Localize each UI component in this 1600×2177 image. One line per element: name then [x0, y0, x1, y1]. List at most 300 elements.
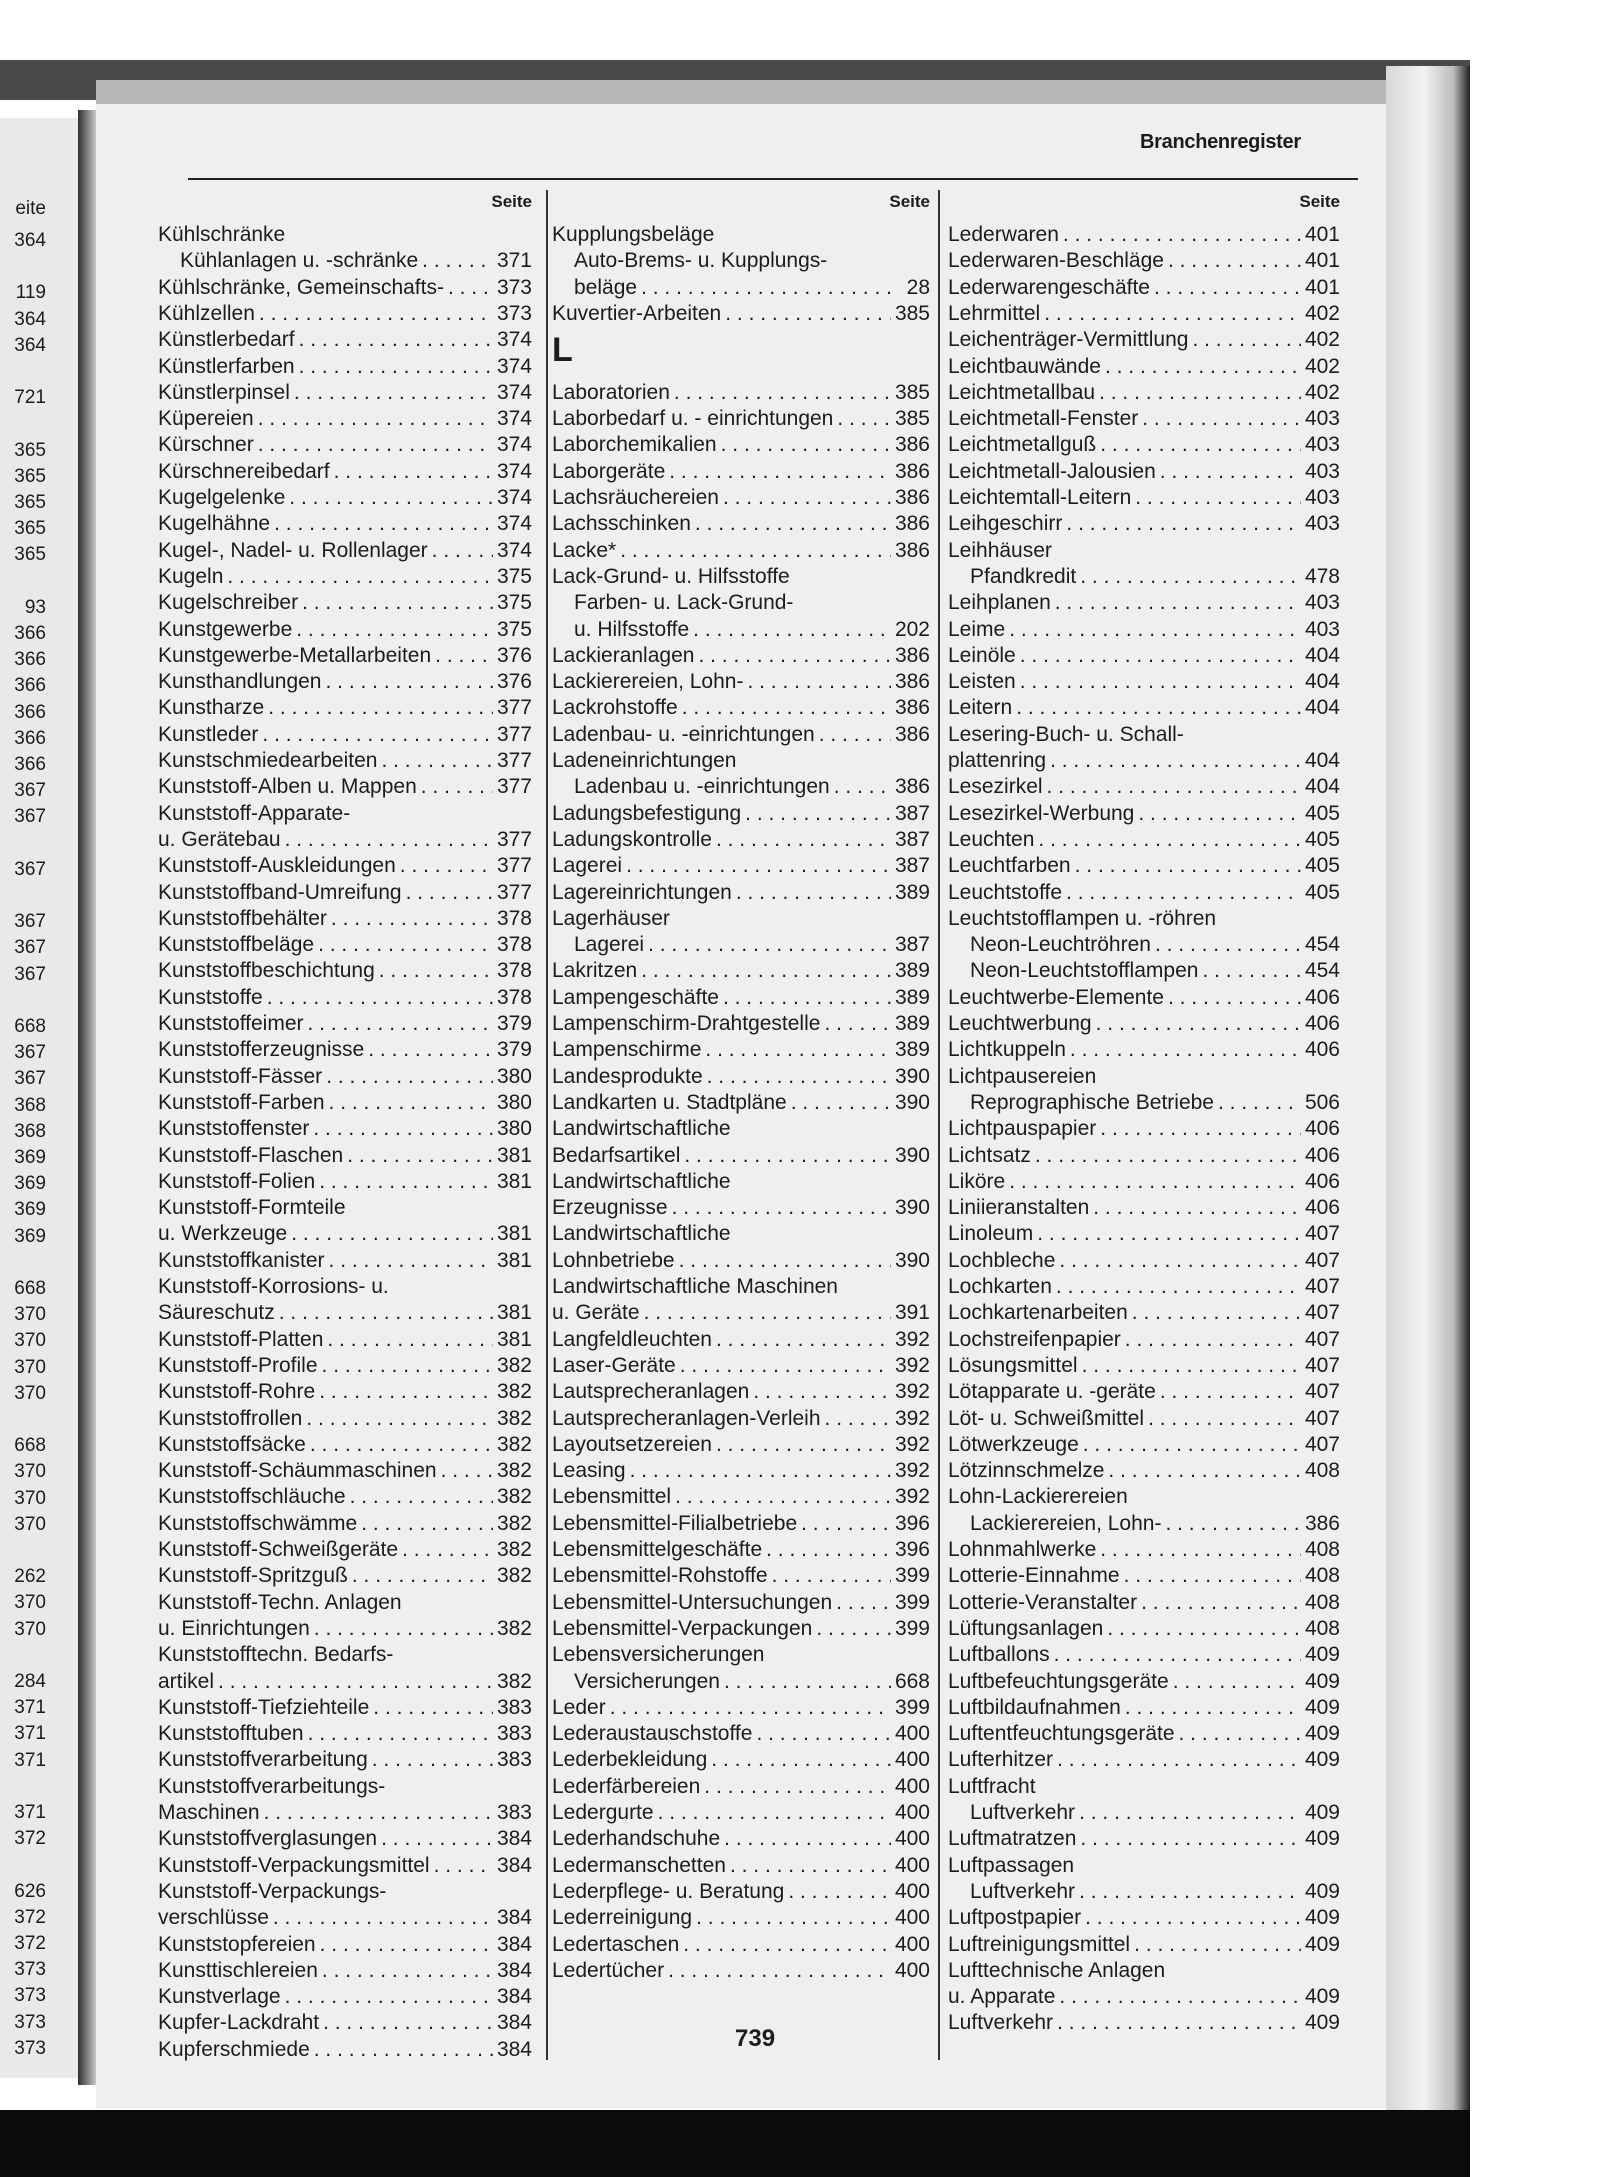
dot-leader [273, 1905, 493, 1931]
index-entry [948, 1011, 1340, 1037]
entry-label: Kunststoff-Rohre [158, 1380, 316, 1404]
entry-label: Kupfer-Lackdraht [158, 2011, 320, 2035]
dot-leader [379, 958, 493, 984]
entry-page: 400 [894, 1774, 930, 1798]
entry-page: 400 [894, 1958, 930, 1982]
dot-leader [1218, 1090, 1301, 1116]
index-entry [552, 1695, 930, 1721]
dot-leader [668, 1958, 891, 1984]
entry-page: 374 [496, 538, 532, 562]
index-entry [552, 301, 930, 327]
dot-leader [402, 1537, 493, 1563]
entry-page: 407 [1304, 1380, 1340, 1404]
facing-page-number: 668 [14, 1016, 46, 1037]
entry-page: 374 [496, 433, 532, 457]
entry-label: Lagerhäuser [552, 906, 670, 930]
index-entry [158, 564, 532, 590]
index-entry [158, 511, 532, 537]
entry-page: 396 [894, 1511, 930, 1535]
entry-label: Luftpassagen [948, 1853, 1075, 1877]
entry-page: 379 [496, 1038, 532, 1062]
entry-label: Layoutsetzereien [552, 1432, 712, 1456]
index-entry [552, 1484, 930, 1510]
dot-leader [693, 617, 891, 643]
facing-page-number: 369 [14, 1225, 46, 1247]
index-entry [552, 880, 930, 906]
entry-label: Kunststoffrollen [158, 1406, 303, 1430]
index-entry [552, 801, 930, 827]
index-entry [158, 1984, 532, 2010]
facing-page-number: 371 [14, 1749, 46, 1771]
dot-leader [294, 380, 493, 406]
index-entry [948, 827, 1340, 853]
facing-page-number: 366 [14, 675, 46, 697]
entry-page: 385 [894, 301, 930, 325]
index-entry [158, 1774, 532, 1800]
index-entry [552, 1090, 930, 1116]
index-entry [158, 1274, 532, 1300]
entry-page: 28 [906, 275, 930, 299]
dot-leader [641, 958, 891, 984]
index-entry [948, 1537, 1340, 1563]
entry-page: 402 [1304, 354, 1340, 378]
dot-leader [711, 1747, 891, 1773]
entry-label: Küpereien [158, 407, 254, 431]
entry-label: u. Apparate [948, 1985, 1056, 2009]
index-entry [948, 695, 1340, 721]
dot-leader [1038, 827, 1301, 853]
entry-label: Farben- u. Lack-Grund- [574, 591, 794, 615]
facing-page-header: eite [15, 198, 46, 219]
dot-leader [1108, 1458, 1301, 1484]
index-entry [552, 1905, 930, 1931]
dot-leader [289, 485, 493, 511]
index-entry [948, 1879, 1340, 1905]
entry-page: 400 [894, 1827, 930, 1851]
entry-label: Lackrohstoffe [552, 696, 678, 720]
entry-page: 400 [894, 1801, 930, 1824]
entry-page: 384 [496, 1853, 532, 1877]
entry-label: Lakritzen [552, 959, 638, 983]
entry-page: 383 [496, 1801, 532, 1824]
index-entry [948, 590, 1340, 616]
index-entry [552, 1195, 930, 1221]
facing-page-number: 368 [14, 1120, 46, 1142]
entry-label: Kunststoffverglasungen [158, 1827, 378, 1851]
dot-leader [1075, 853, 1301, 879]
index-entry [158, 906, 532, 932]
entry-page: 387 [894, 801, 930, 825]
index-entry [552, 1537, 930, 1563]
index-entry [552, 669, 930, 695]
dot-leader [267, 985, 493, 1011]
entry-page: 378 [496, 985, 532, 1009]
dot-leader [279, 1300, 493, 1326]
entry-label: Lohnmahlwerke [948, 1538, 1097, 1561]
entry-label: Lötwerkzeuge [948, 1432, 1079, 1456]
entry-page: 384 [496, 1958, 532, 1982]
index-entry [948, 669, 1340, 695]
entry-label: Lagereinrichtungen [552, 880, 732, 904]
entry-page: 408 [1304, 1616, 1340, 1640]
entry-page: 382 [496, 1669, 532, 1693]
entry-label: artikel [158, 1669, 215, 1693]
index-entry [948, 222, 1340, 248]
entry-label: Künstlerbedarf [158, 328, 295, 352]
entry-page: 378 [496, 906, 532, 930]
entry-label: Kunststoff-Fässer [158, 1064, 323, 1088]
dot-leader [756, 1721, 891, 1747]
entry-page: 389 [894, 1012, 930, 1035]
index-entry [552, 695, 930, 721]
dot-leader [1105, 354, 1301, 380]
facing-page-number: 367 [14, 911, 46, 933]
entry-page: 405 [1304, 827, 1340, 851]
index-entry [158, 1879, 532, 1905]
facing-page-number: 367 [14, 1068, 46, 1090]
facing-page-number: 370 [14, 1304, 46, 1326]
facing-page-number: 367 [14, 1042, 46, 1064]
entry-page: 382 [496, 1616, 532, 1640]
index-entry [552, 1116, 930, 1142]
entry-page: 409 [1304, 1669, 1340, 1693]
index-entry [158, 222, 532, 248]
entry-page: 409 [1304, 1748, 1340, 1772]
dot-leader [285, 1984, 493, 2010]
dot-leader [319, 1169, 493, 1195]
index-entry [948, 1090, 1340, 1116]
entry-label: Kunststoff-Alben u. Mappen [158, 775, 417, 799]
facing-page-number: 365 [14, 439, 46, 461]
index-entry [158, 985, 532, 1011]
dot-leader [327, 1327, 493, 1353]
page-number: 739 [735, 2025, 776, 2052]
entry-page: 374 [496, 512, 532, 536]
entry-label: Landwirtschaftliche [552, 1222, 731, 1246]
entry-label: Kunststoff-Folien [158, 1169, 316, 1193]
dot-leader [610, 1695, 891, 1721]
index-entry [158, 827, 532, 853]
dot-leader [1085, 1905, 1301, 1931]
dot-leader [1160, 459, 1301, 485]
entry-page: 401 [1304, 249, 1340, 273]
dot-leader [1154, 275, 1301, 301]
dot-leader [1044, 301, 1301, 327]
dot-leader [1100, 1537, 1301, 1563]
entry-label: Künstlerpinsel [158, 380, 290, 404]
dot-leader [1054, 1642, 1301, 1668]
scan-dark-bottom [0, 2110, 1470, 2177]
entry-label: Kunststoff-Farben [158, 1090, 325, 1114]
entry-label: Lichtpausereien [948, 1064, 1097, 1088]
entry-page: 374 [496, 328, 532, 352]
entry-label: Kunstleder [158, 722, 259, 746]
entry-label: Luftentfeuchtungsgeräte [948, 1722, 1175, 1746]
entry-page: 409 [1304, 1932, 1340, 1956]
entry-label: Luftpostpapier [948, 1906, 1082, 1930]
entry-page: 407 [1304, 1353, 1340, 1377]
entry-page: 377 [496, 749, 532, 772]
entry-label: Lotterie-Veranstalter [948, 1590, 1138, 1614]
dot-leader [422, 248, 493, 274]
dot-leader [1125, 1327, 1301, 1353]
entry-label: Leichenträger-Vermittlung [948, 328, 1189, 352]
dot-leader [329, 1248, 493, 1274]
entry-page: 202 [894, 617, 930, 641]
index-entry [948, 617, 1340, 643]
entry-label: Lesering-Buch- u. Schall- [948, 722, 1184, 746]
index-entry [158, 1484, 532, 1510]
entry-page: 392 [894, 1432, 930, 1456]
dot-leader [1107, 1616, 1301, 1642]
entry-page: 383 [496, 1722, 532, 1746]
entry-label: Lochkartenarbeiten [948, 1301, 1128, 1325]
index-entry [158, 1379, 532, 1405]
entry-label: Kunststoffenster [158, 1117, 310, 1141]
entry-page: 668 [894, 1669, 930, 1693]
index-entry [552, 617, 930, 643]
index-entry [948, 853, 1340, 879]
entry-label: Ladungsbefestigung [552, 801, 742, 825]
entry-page: 400 [894, 1879, 930, 1903]
dot-leader [258, 432, 493, 458]
dot-leader [1096, 1011, 1301, 1037]
entry-page: 382 [496, 1511, 532, 1535]
entry-label: Lederwarengeschäfte [948, 275, 1150, 299]
dot-leader [381, 1826, 493, 1852]
index-entry [158, 1958, 532, 1984]
entry-page: 403 [1304, 591, 1340, 615]
entry-page: 371 [496, 249, 532, 273]
entry-label: Ladenbau u. -einrichtungen [574, 775, 830, 799]
entry-label: Versicherungen [574, 1669, 720, 1693]
index-entry [552, 248, 930, 274]
facing-page-number: 365 [14, 465, 46, 487]
entry-page: 407 [1304, 1406, 1340, 1430]
index-entry [158, 1248, 532, 1274]
index-entry [158, 459, 532, 485]
index-entry [552, 1432, 930, 1458]
dot-leader [1079, 1879, 1301, 1905]
index-entry [948, 1958, 1340, 1984]
entry-page: 384 [496, 1906, 532, 1930]
index-entry [948, 1116, 1340, 1142]
dot-leader [448, 275, 493, 301]
entry-label: Lesezirkel-Werbung [948, 801, 1135, 825]
entry-label: Lotterie-Einnahme [948, 1564, 1120, 1588]
index-entry [948, 1747, 1340, 1773]
index-entry [158, 617, 532, 643]
dot-leader [736, 880, 891, 906]
entry-label: Kunststofferzeugnisse [158, 1038, 365, 1062]
dot-leader [816, 1616, 891, 1642]
page-top-shadow [96, 80, 1386, 104]
index-entry [158, 538, 532, 564]
entry-page: 407 [1304, 1275, 1340, 1298]
index-entry [158, 1826, 532, 1852]
column-divider [938, 190, 940, 2060]
entry-label: Lüftungsanlagen [948, 1616, 1104, 1640]
index-entry [158, 1406, 532, 1432]
index-entry [158, 801, 532, 827]
entry-label: Kunststofftuben [158, 1722, 304, 1746]
dot-leader [658, 1800, 891, 1826]
entry-label: Kunstverlage [158, 1985, 281, 2009]
entry-label: Lagerei [574, 933, 645, 957]
dot-leader [318, 932, 493, 958]
index-entry [948, 1905, 1340, 1931]
entry-label: Kunstgewerbe [158, 617, 293, 641]
facing-page-number: 367 [14, 806, 46, 828]
index-entry [948, 774, 1340, 800]
index-entry [552, 222, 930, 248]
index-entry [552, 1169, 930, 1195]
dot-leader [696, 1905, 891, 1931]
entry-page: 408 [1304, 1459, 1340, 1483]
entry-label: Landwirtschaftliche [552, 1117, 731, 1141]
dot-leader [400, 853, 493, 879]
index-entry [552, 1064, 930, 1090]
facing-page-number: 365 [14, 518, 46, 540]
index-entry [948, 1774, 1340, 1800]
entry-label: Leihplanen [948, 591, 1051, 615]
index-entry [948, 1695, 1340, 1721]
entry-page: 380 [496, 1090, 532, 1114]
dot-leader [1100, 1116, 1301, 1142]
entry-label: Luftmatratzen [948, 1827, 1077, 1851]
facing-page-number: 370 [14, 1382, 46, 1404]
dot-leader [723, 485, 891, 511]
index-entry [552, 1853, 930, 1879]
index-entry [158, 853, 532, 879]
entry-page: 374 [496, 354, 532, 378]
index-entry [948, 564, 1340, 590]
entry-page: 405 [1304, 854, 1340, 878]
index-entry [948, 1379, 1340, 1405]
dot-leader [1063, 222, 1301, 248]
entry-page: 384 [496, 2011, 532, 2035]
index-entry [158, 932, 532, 958]
facing-page-number: 373 [14, 1959, 46, 1981]
index-entry [948, 1432, 1340, 1458]
index-entry [158, 354, 532, 380]
dot-leader [620, 538, 891, 564]
entry-label: Lohnbetriebe [552, 1248, 675, 1272]
entry-label: Leime [948, 617, 1006, 641]
entry-label: u. Geräte [552, 1301, 640, 1325]
dot-leader [373, 1695, 493, 1721]
index-entry [158, 590, 532, 616]
entry-page: 381 [496, 1222, 532, 1246]
entry-label: Luftballons [948, 1643, 1050, 1667]
entry-page: 408 [1304, 1590, 1340, 1614]
entry-label: Lebensversicherungen [552, 1643, 765, 1667]
index-entry [948, 459, 1340, 485]
index-entry [948, 1616, 1340, 1642]
entry-page: 454 [1304, 959, 1340, 983]
dot-leader [1093, 1195, 1301, 1221]
index-entry [158, 406, 532, 432]
entry-page: 390 [894, 1090, 930, 1114]
facing-page-number: 371 [14, 1697, 46, 1719]
entry-label: Kunststoffbehälter [158, 906, 327, 930]
entry-page: 380 [496, 1064, 532, 1088]
entry-page: 382 [496, 1564, 532, 1588]
entry-page: 389 [894, 880, 930, 904]
index-entry [552, 1932, 930, 1958]
dot-leader [1135, 485, 1301, 511]
entry-page: 403 [1304, 512, 1340, 536]
facing-page-number: 93 [24, 596, 46, 618]
dot-leader [320, 1932, 493, 1958]
dot-leader [1080, 1826, 1301, 1852]
index-entry [158, 1011, 532, 1037]
index-entry [158, 1721, 532, 1747]
entry-label: Kunstgewerbe-Metallarbeiten [158, 643, 432, 667]
index-entry [158, 2010, 532, 2036]
facing-page-number: 367 [14, 963, 46, 985]
entry-label: Lampengeschäfte [552, 985, 719, 1009]
index-entry [552, 827, 930, 853]
dot-leader [1020, 643, 1301, 669]
entry-page: 403 [1304, 486, 1340, 509]
dot-leader [1057, 1747, 1301, 1773]
index-entry [948, 248, 1340, 274]
index-entry [948, 275, 1340, 301]
entry-page: 392 [894, 1459, 930, 1483]
entry-label: Kunststoff-Schäummaschinen [158, 1459, 437, 1483]
dot-leader [630, 1458, 891, 1484]
index-entry [552, 1642, 930, 1668]
index-entry [948, 722, 1340, 748]
facing-page-number: 370 [14, 1461, 46, 1483]
index-entry [552, 748, 930, 774]
index-entry [158, 1537, 532, 1563]
entry-page: 400 [894, 1906, 930, 1930]
index-entry [948, 1274, 1340, 1300]
entry-label: Lachsräuchereien [552, 486, 719, 509]
entry-page: 387 [894, 854, 930, 878]
index-entry [158, 1221, 532, 1247]
entry-page: 404 [1304, 696, 1340, 720]
index-entry [948, 748, 1340, 774]
entry-label: Lampenschirme [552, 1038, 702, 1062]
entry-page: 402 [1304, 380, 1340, 404]
index-entry [158, 1905, 532, 1931]
entry-label: Leuchten [948, 827, 1035, 851]
dot-leader [1099, 380, 1301, 406]
facing-page-number: 366 [14, 701, 46, 723]
dot-leader [705, 1037, 891, 1063]
entry-page: 382 [496, 1459, 532, 1483]
entry-page: 405 [1304, 801, 1340, 825]
entry-label: Kunststoffbeläge [158, 933, 315, 957]
entry-page: 406 [1304, 985, 1340, 1009]
dot-leader [684, 1143, 891, 1169]
index-entry [158, 1853, 532, 1879]
entry-label: Leichtemtall-Leitern [948, 486, 1132, 509]
entry-page: 377 [496, 854, 532, 878]
entry-page: 386 [894, 643, 930, 667]
dot-leader [1179, 1721, 1301, 1747]
entry-page: 390 [894, 1064, 930, 1088]
index-entry [158, 880, 532, 906]
entry-label: Kunststoff-Tiefziehteile [158, 1695, 370, 1719]
index-entry [948, 958, 1340, 984]
entry-label: Kunststoffband-Umreifung [158, 880, 402, 904]
dot-leader [323, 2010, 493, 2036]
entry-label: Lebensmittel [552, 1485, 672, 1509]
